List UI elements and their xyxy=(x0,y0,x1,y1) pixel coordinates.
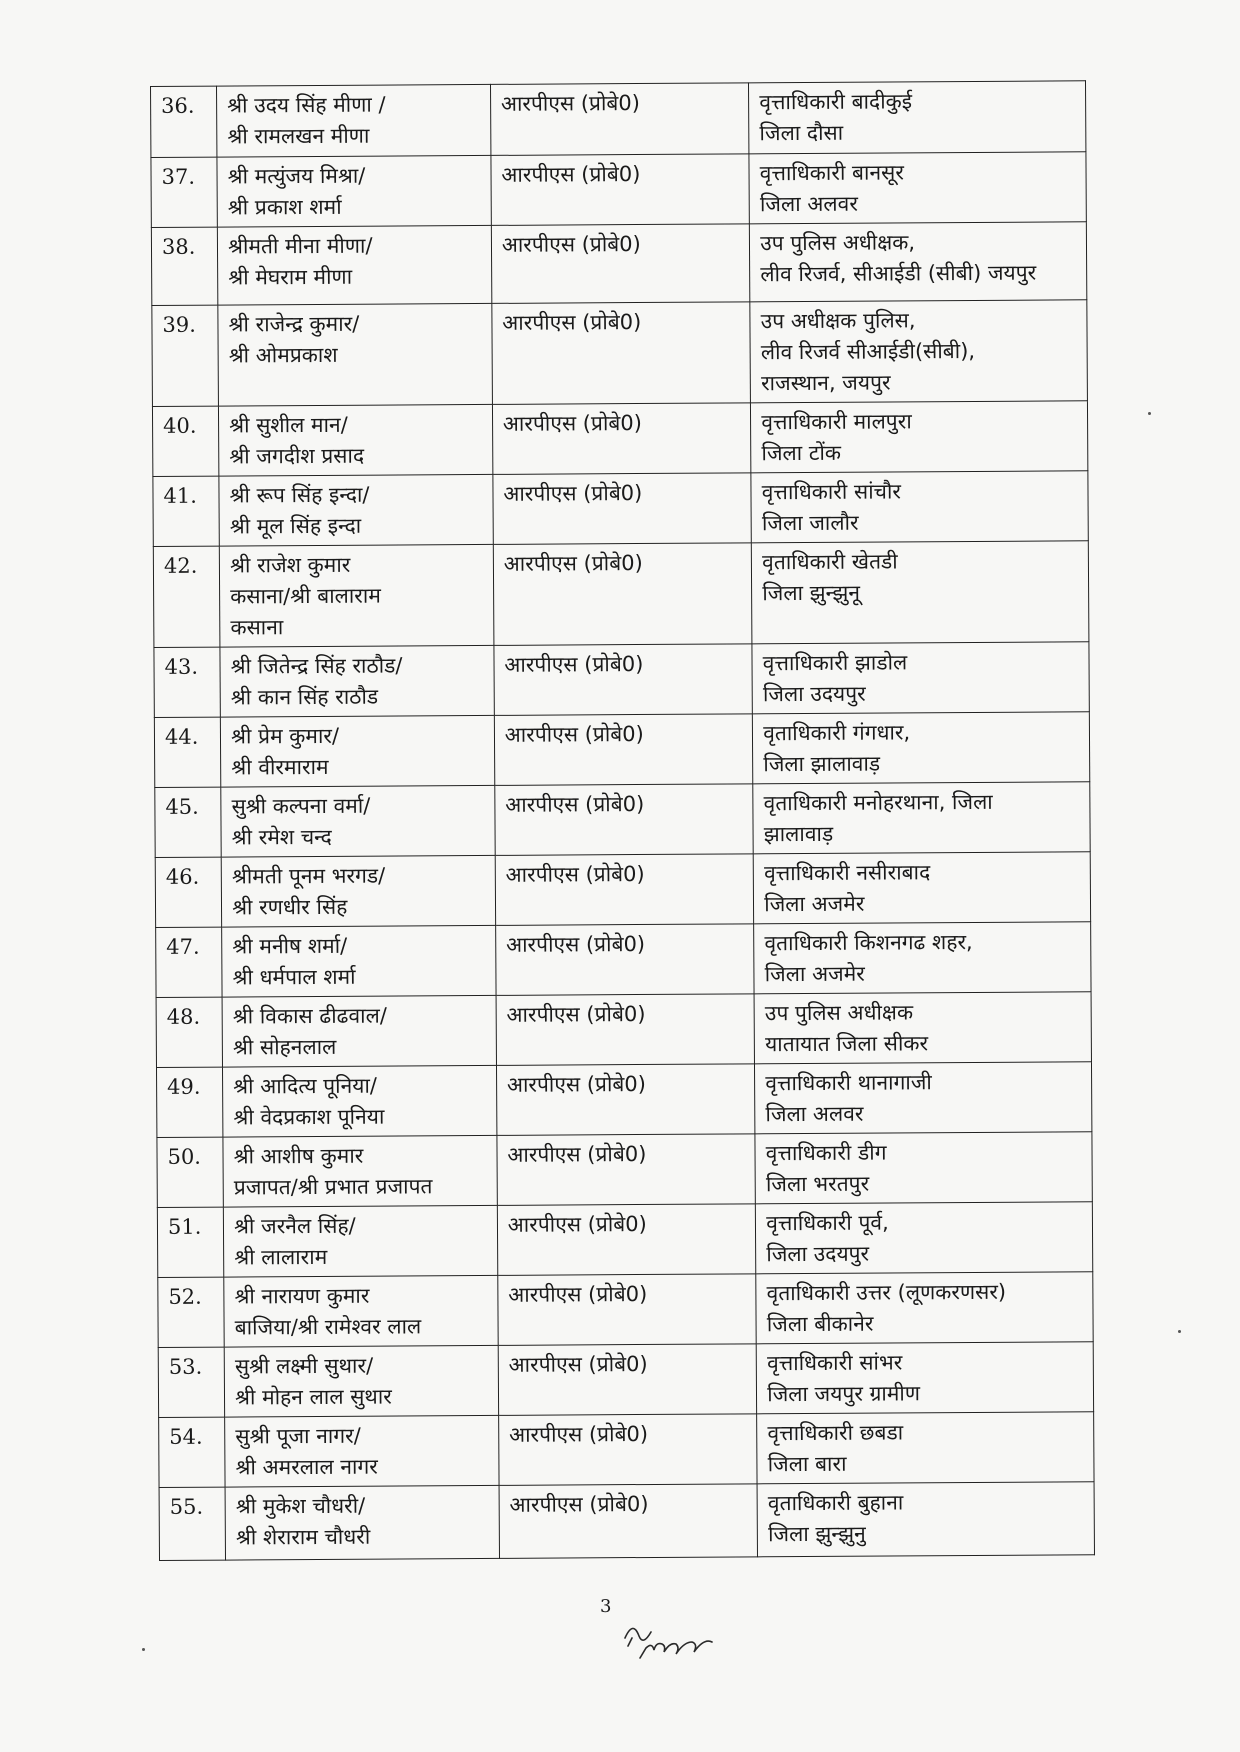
posting-cell xyxy=(749,152,1086,224)
officer-name-cell xyxy=(221,855,495,927)
rank-cell: आरपीएस (प्रोबे0) xyxy=(492,302,751,405)
posting-line: वृत्ताधिकारी डीग xyxy=(765,1140,887,1166)
rank-cell: आरपीएस (प्रोबे0) xyxy=(492,403,751,475)
posting-line: वृत्ताधिकारी छबडा xyxy=(767,1420,904,1446)
posting-cell xyxy=(755,1132,1092,1204)
officer-name-line: बाजिया/श्री रामेश्वर लाल xyxy=(234,1314,422,1340)
table-row xyxy=(159,1412,1094,1488)
serial-number: 54. xyxy=(159,1417,226,1487)
posting-line: वृत्ताधिकारी सांचौर xyxy=(761,479,902,505)
rank-cell: आरपीएस (प्रोबे0) xyxy=(491,224,750,304)
officer-name-line: श्री जगदीश प्रसाद xyxy=(229,443,365,469)
rank-cell: आरपीएस (प्रोबे0) xyxy=(498,1344,757,1416)
officer-name-line: सुश्री लक्ष्मी सुथार/ xyxy=(234,1353,374,1379)
officer-name-line: श्री सुशील मान/ xyxy=(229,412,348,438)
officer-name-cell xyxy=(223,1065,497,1137)
officer-name-line: कसाना/श्री बालाराम xyxy=(230,583,381,609)
posting-line: जिला बारा xyxy=(767,1451,847,1477)
posting-line: वृत्ताधिकारी पूर्व, xyxy=(766,1210,889,1236)
posting-line: जिला बीकानेर xyxy=(766,1311,874,1337)
serial-number: 52. xyxy=(158,1277,225,1347)
posting-line: जिला दौसा xyxy=(759,120,844,146)
rank-cell: आरपीएस (प्रोबे0) xyxy=(498,1274,757,1346)
posting-line: वृत्ताधिकारी सांभर xyxy=(766,1350,903,1376)
serial-number: 55. xyxy=(159,1487,226,1560)
serial-number: 38. xyxy=(151,227,218,305)
officer-name-line: श्री प्रकाश शर्मा xyxy=(227,194,342,220)
table-row xyxy=(151,152,1086,228)
officer-name-line: श्री राजेन्द्र कुमार/ xyxy=(228,311,360,337)
rank-cell: आरपीएस (प्रोबे0) xyxy=(495,784,754,856)
posting-line: जिला झालावाड़ xyxy=(763,751,881,777)
table-row xyxy=(152,300,1088,407)
serial-number: 47. xyxy=(156,927,223,997)
posting-cell xyxy=(757,1412,1094,1484)
officer-name-line: श्री ओमप्रकाश xyxy=(228,342,338,368)
officer-name-line: श्री मूल सिंह इन्दा xyxy=(229,513,362,539)
officer-name-cell xyxy=(223,1135,497,1207)
posting-cell xyxy=(752,541,1089,644)
serial-number: 42. xyxy=(153,546,220,647)
serial-number: 49. xyxy=(156,1067,223,1137)
rank-cell: आरपीएस (प्रोबे0) xyxy=(497,1134,756,1206)
posting-cell xyxy=(751,401,1088,473)
officer-name-line: श्री मत्युंजय मिश्रा/ xyxy=(227,163,366,189)
posting-line: वृताधिकारी मनोहरथाना, जिला xyxy=(763,789,993,816)
table-row xyxy=(156,1062,1091,1138)
posting-line: वृताधिकारी खेतडी xyxy=(762,549,898,575)
handwritten-signature xyxy=(620,1598,740,1668)
rank-cell: आरपीएस (प्रोबे0) xyxy=(494,644,753,716)
serial-number: 53. xyxy=(158,1347,225,1417)
posting-cell xyxy=(756,1342,1093,1414)
posting-line: जिला अजमेर xyxy=(764,891,865,917)
posting-cell xyxy=(756,1272,1093,1344)
officer-name-line: श्री उदय सिंह मीणा / xyxy=(227,92,386,118)
serial-number: 44. xyxy=(154,717,221,787)
posting-line: वृत्ताधिकारी नसीराबाद xyxy=(763,860,931,886)
serial-number: 36. xyxy=(151,86,218,157)
officer-name-cell xyxy=(220,645,494,717)
table-row xyxy=(156,992,1091,1068)
serial-number: 40. xyxy=(152,406,219,476)
posting-cell xyxy=(750,222,1087,302)
officer-name-cell xyxy=(220,715,494,787)
officer-name-line: कसाना xyxy=(230,615,284,640)
table-row xyxy=(151,222,1086,306)
posting-line: यातायात जिला सीकर xyxy=(765,1031,929,1057)
posting-cell xyxy=(751,471,1088,543)
officer-name-line: श्री रणधीर सिंह xyxy=(232,894,348,920)
table-row xyxy=(154,642,1089,718)
posting-line: जिला जयपुर ग्रामीण xyxy=(767,1381,921,1407)
posting-line: वृताधिकारी गंगधार, xyxy=(763,720,911,746)
officer-name-cell xyxy=(221,785,495,857)
officer-name-line: श्री धर्मपाल शर्मा xyxy=(232,964,356,990)
officer-name-line: श्री रमेश चन्द xyxy=(231,824,332,850)
officer-name-cell xyxy=(219,544,493,647)
officer-name-line: श्री वीरमाराम xyxy=(231,754,329,780)
posting-cell xyxy=(756,1202,1093,1274)
rank-cell: आरपीएस (प्रोबे0) xyxy=(495,854,754,926)
table-row xyxy=(157,1132,1092,1208)
posting-line: जिला उदयपुर xyxy=(766,1241,870,1267)
posting-line: राजस्थान, जयपुर xyxy=(760,370,891,396)
officer-name-cell xyxy=(219,474,493,546)
rank-cell: आरपीएस (प्रोबे0) xyxy=(495,924,754,996)
serial-number: 51. xyxy=(157,1207,224,1277)
officer-name-line: श्री रामलखन मीणा xyxy=(227,123,370,149)
rank-cell: आरपीएस (प्रोबे0) xyxy=(496,1064,755,1136)
rank-cell: आरपीएस (प्रोबे0) xyxy=(490,83,749,156)
posting-cell xyxy=(754,992,1091,1064)
table-body xyxy=(151,81,1095,1561)
posting-cell xyxy=(752,642,1089,714)
officer-name-cell xyxy=(217,225,491,305)
serial-number: 41. xyxy=(153,476,220,546)
posting-line: जिला अलवर xyxy=(759,191,858,217)
table-row xyxy=(157,1202,1092,1278)
officer-name-cell xyxy=(225,1415,499,1487)
scan-speck xyxy=(142,1648,145,1651)
officer-name-cell xyxy=(219,404,493,476)
table-row xyxy=(159,1482,1094,1561)
table-row xyxy=(158,1342,1093,1418)
officer-name-line: श्रीमती पूनम भरगड/ xyxy=(231,863,386,889)
rank-cell: आरपीएस (प्रोबे0) xyxy=(499,1484,758,1559)
rank-cell: आरपीएस (प्रोबे0) xyxy=(493,473,752,545)
officer-name-line: श्री कान सिंह राठौड xyxy=(230,684,379,710)
posting-line: जिला उदयपुर xyxy=(762,681,866,707)
serial-number: 43. xyxy=(154,647,221,717)
table-row xyxy=(158,1272,1093,1348)
officer-name-cell xyxy=(224,1345,498,1417)
posting-line: उप पुलिस अधीक्षक, xyxy=(760,230,916,256)
officer-name-line: श्रीमती मीना मीणा/ xyxy=(228,233,373,259)
rank-cell: आरपीएस (प्रोबे0) xyxy=(494,714,753,786)
serial-number: 37. xyxy=(151,157,218,227)
posting-cell xyxy=(755,1062,1092,1134)
table-row xyxy=(153,471,1088,547)
officer-name-line: सुश्री पूजा नागर/ xyxy=(235,1423,361,1449)
posting-cell xyxy=(749,81,1086,154)
posting-line: जिला भरतपुर xyxy=(765,1171,870,1197)
officer-name-line: श्री आदित्य पूनिया/ xyxy=(233,1073,378,1099)
serial-number: 50. xyxy=(157,1137,224,1207)
officer-name-line: श्री सोहनलाल xyxy=(232,1034,337,1060)
posting-line: जिला अलवर xyxy=(765,1101,864,1127)
page-number: 3 xyxy=(600,1596,612,1617)
table-row xyxy=(152,401,1087,477)
officer-name-line: श्री जितेन्द्र सिंह राठौड/ xyxy=(230,653,403,679)
rank-cell: आरपीएस (प्रोबे0) xyxy=(498,1414,757,1486)
posting-line: जिला झुन्झुनू xyxy=(762,580,861,606)
officer-name-cell xyxy=(217,155,491,227)
officer-name-line: श्री जरनैल सिंह/ xyxy=(234,1213,356,1239)
posting-cell xyxy=(753,712,1090,784)
officer-name-line: श्री रूप सिंह इन्दा/ xyxy=(229,482,370,508)
officer-name-line: श्री मनीष शर्मा/ xyxy=(232,933,348,959)
officer-name-cell xyxy=(224,1275,498,1347)
officer-name-cell xyxy=(222,995,496,1067)
posting-line: लीव रिजर्व सीआईडी(सीबी), xyxy=(760,338,976,365)
table-row xyxy=(155,782,1090,858)
posting-cell xyxy=(753,852,1090,924)
officer-name-line: श्री विकास ढीढवाल/ xyxy=(232,1003,387,1029)
officer-name-line: श्री नारायण कुमार xyxy=(234,1283,370,1309)
table-row xyxy=(155,852,1090,928)
posting-line: जिला टोंक xyxy=(761,440,842,466)
posting-line: वृताधिकारी किशनगढ शहर, xyxy=(764,929,973,956)
posting-line: झालावाड़ xyxy=(763,821,834,847)
posting-line: वृत्ताधिकारी बानसूर xyxy=(759,160,904,186)
officer-name-line: श्री अमरलाल नागर xyxy=(235,1454,378,1480)
posting-cell xyxy=(757,1482,1094,1557)
officer-name-line: सुश्री कल्पना वर्मा/ xyxy=(231,793,371,819)
officer-name-line: श्री वेदप्रकाश पूनिया xyxy=(233,1104,385,1130)
posting-line: वृताधिकारी बुहाना xyxy=(767,1490,904,1516)
officer-posting-table xyxy=(150,80,1095,1561)
officer-name-line: श्री मोहन लाल सुथार xyxy=(235,1384,392,1410)
officer-name-line: श्री मुकेश चौधरी/ xyxy=(235,1493,366,1519)
rank-cell: आरपीएस (प्रोबे0) xyxy=(496,994,755,1066)
posting-line: वृत्ताधिकारी झाडोल xyxy=(762,650,908,676)
posting-line: उप पुलिस अधीक्षक xyxy=(764,1000,914,1026)
table-row xyxy=(156,922,1091,998)
officer-name-line: श्री मेघराम मीणा xyxy=(228,264,353,290)
table-row xyxy=(153,541,1089,648)
serial-number: 39. xyxy=(152,305,219,406)
posting-cell xyxy=(754,922,1091,994)
posting-line: जिला झुन्झुनु xyxy=(768,1521,866,1547)
serial-number: 48. xyxy=(156,997,223,1067)
posting-line: उप अधीक्षक पुलिस, xyxy=(760,308,916,334)
posting-line: वृत्ताधिकारी थानागाजी xyxy=(765,1070,932,1096)
posting-line: वृताधिकारी उत्तर (लूणकरणसर) xyxy=(766,1279,1007,1306)
scan-speck xyxy=(1178,1330,1181,1333)
serial-number: 46. xyxy=(155,857,222,927)
officer-name-line: श्री आशीष कुमार xyxy=(233,1143,364,1169)
posting-line: जिला जालौर xyxy=(761,510,859,536)
scan-speck xyxy=(1148,412,1151,415)
officer-name-line: श्री शेराराम चौधरी xyxy=(235,1524,371,1550)
officer-name-line: श्री राजेश कुमार xyxy=(229,552,351,578)
officer-name-cell xyxy=(223,1205,497,1277)
rank-cell: आरपीएस (प्रोबे0) xyxy=(491,154,750,226)
serial-number: 45. xyxy=(155,787,222,857)
officer-name-cell xyxy=(218,303,492,406)
table-row xyxy=(154,712,1089,788)
posting-line: जिला अजमेर xyxy=(764,961,865,987)
posting-cell xyxy=(750,300,1087,403)
posting-line: वृत्ताधिकारी मालपुरा xyxy=(761,409,912,435)
posting-cell xyxy=(753,782,1090,854)
posting-line: लीव रिजर्व, सीआईडी (सीबी) जयपुर xyxy=(760,260,1037,287)
officer-name-cell xyxy=(225,1485,499,1560)
officer-name-cell xyxy=(217,84,491,157)
officer-name-line: प्रजापत/श्री प्रभात प्रजापत xyxy=(233,1174,433,1200)
officer-name-line: श्री लालाराम xyxy=(234,1244,328,1270)
table-row xyxy=(151,81,1086,158)
officer-name-cell xyxy=(222,925,496,997)
posting-line: वृत्ताधिकारी बादीकुई xyxy=(759,89,913,115)
officer-name-line: श्री प्रेम कुमार/ xyxy=(231,723,340,749)
rank-cell: आरपीएस (प्रोबे0) xyxy=(493,543,752,646)
rank-cell: आरपीएस (प्रोबे0) xyxy=(497,1204,756,1276)
